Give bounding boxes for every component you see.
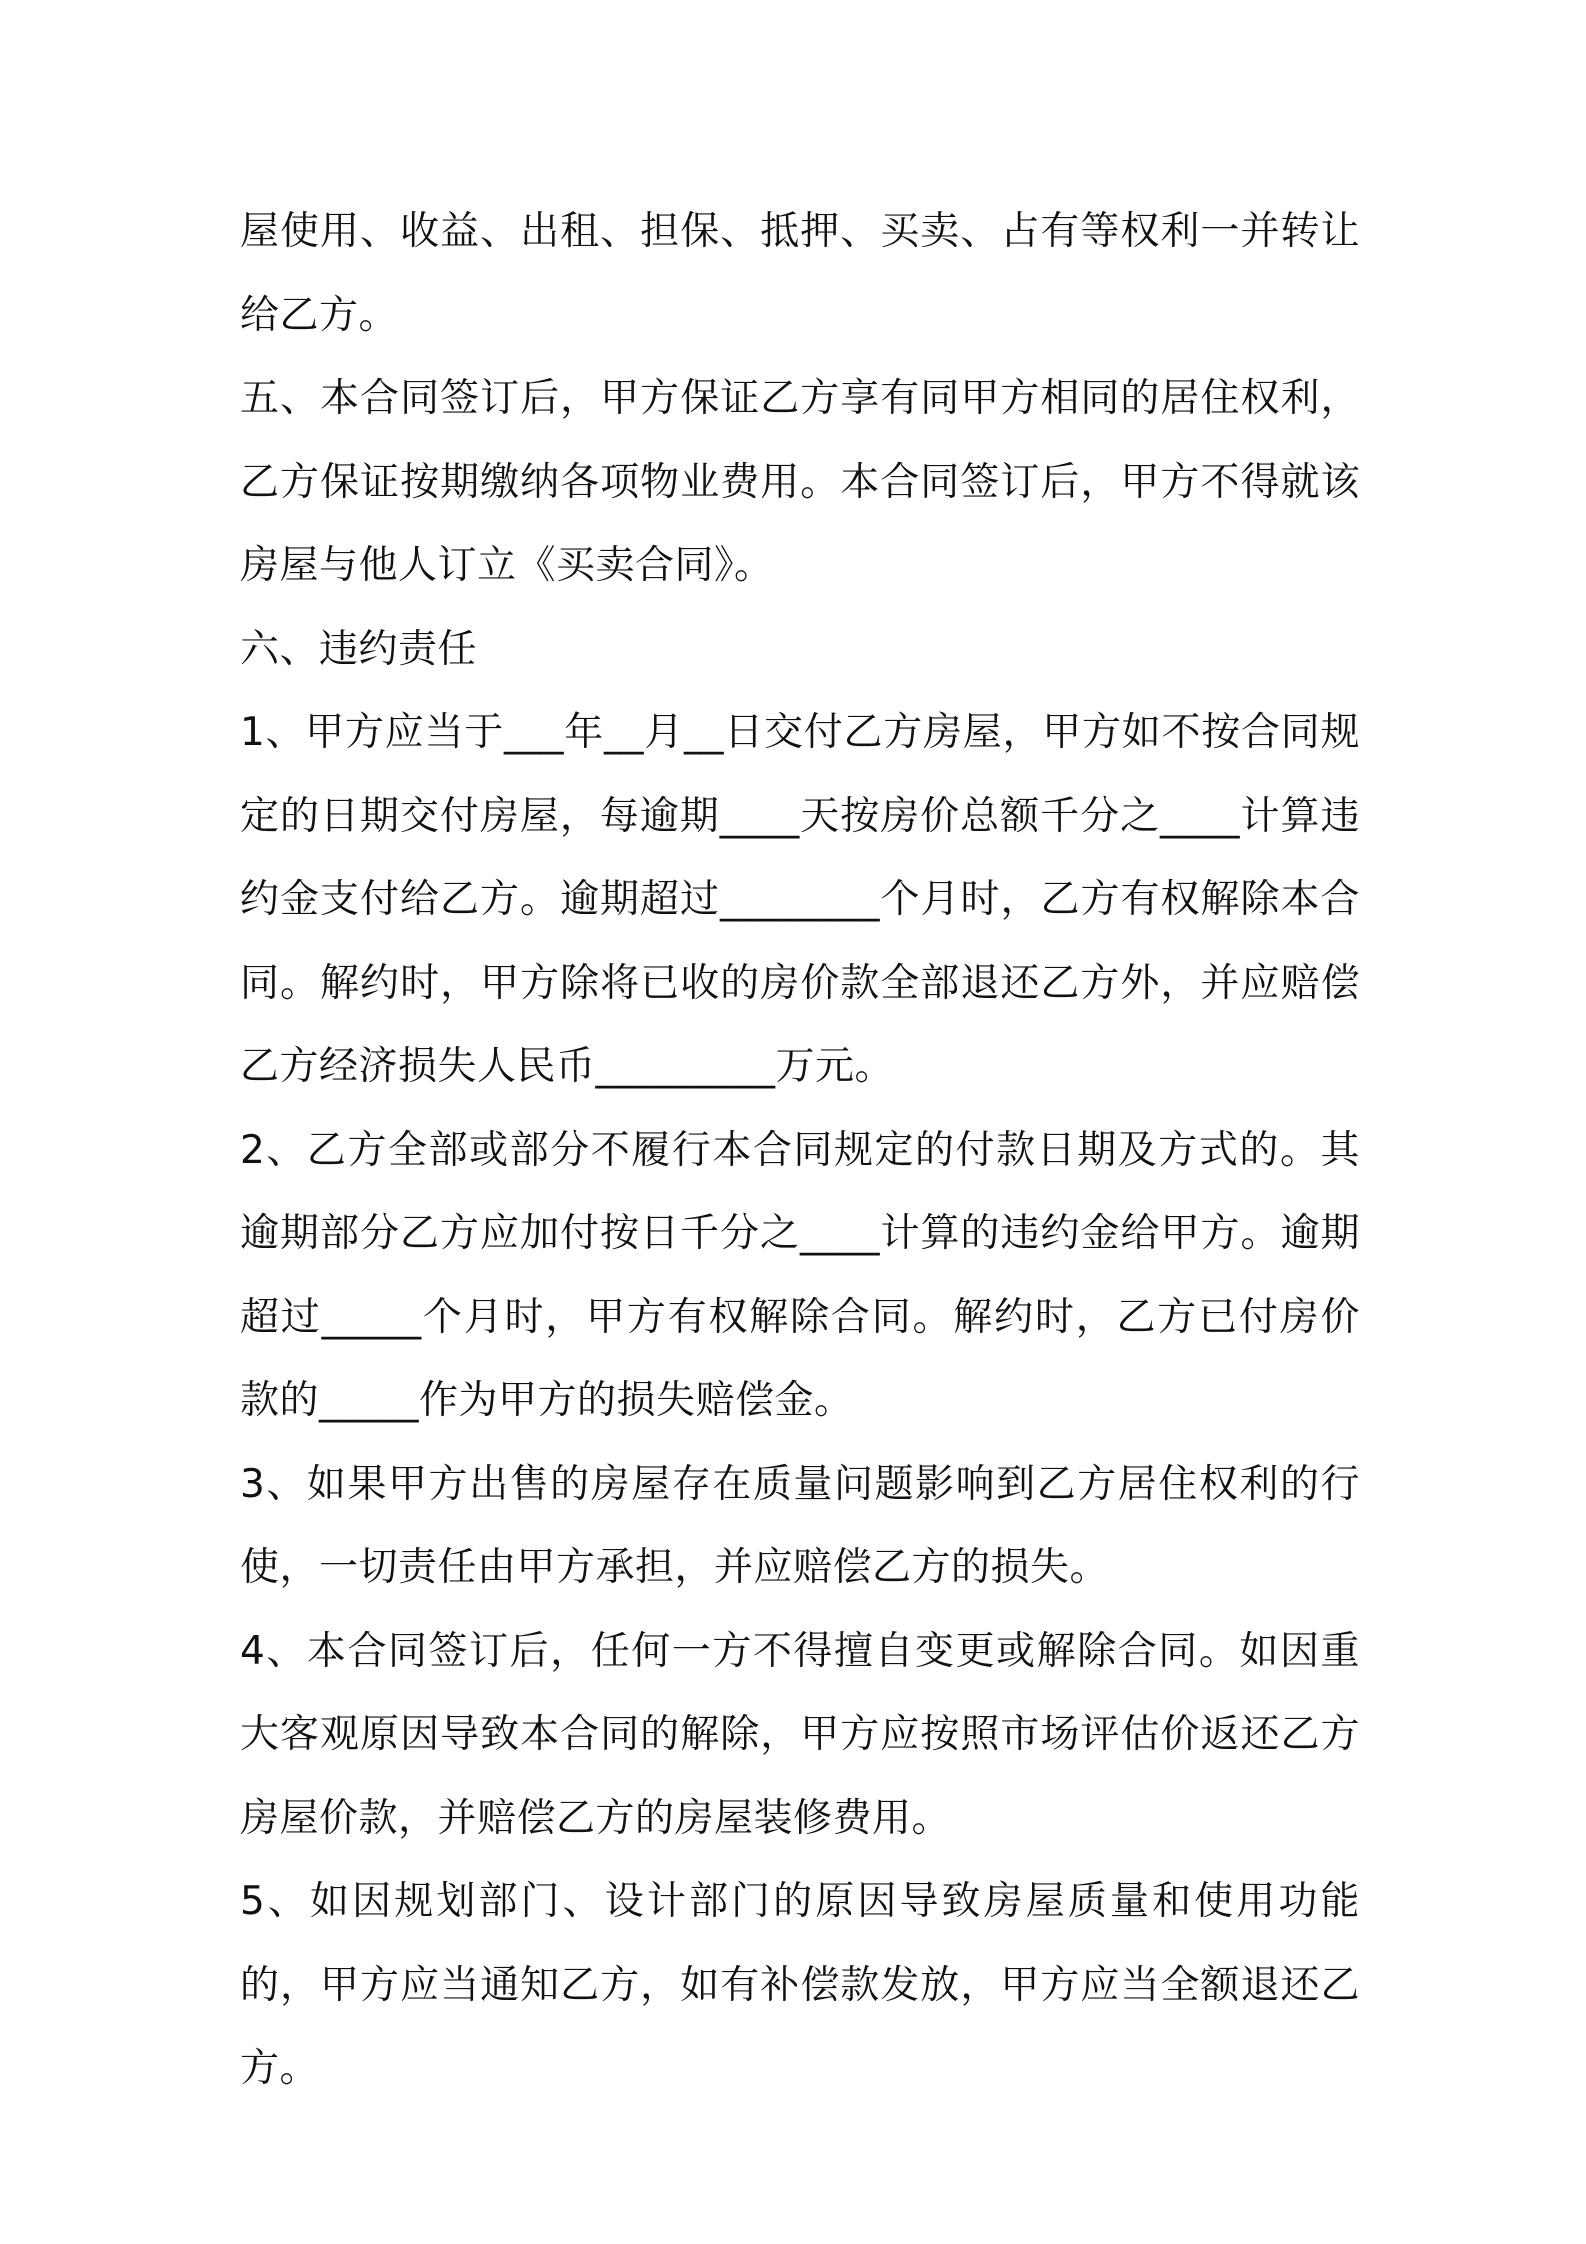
paragraph-heading-breach: 六、违约责任: [240, 626, 478, 672]
paragraph-breach-item-5: 5、如因规划部门、设计部门的原因导致房屋质量和使用功能的，甲方应当通知乙方，如有补偿款发放，甲方应当全额退还乙方。: [240, 1879, 1360, 2091]
paragraph-clause-5: 五、本合同签订后，甲方保证乙方享有同甲方相同的居住权利，乙方保证按期缴纳各项物业费用。本合同签订后，甲方不得就该房屋与他人订立《买卖合同》。: [240, 376, 1360, 588]
paragraph-breach-item-4: 4、本合同签订后，任何一方不得擅自变更或解除合同。如因重大客观原因导致本合同的解除，甲方应按照市场评估价返还乙方房屋价款，并赔偿乙方的房屋装修费用。: [240, 1628, 1360, 1841]
paragraph-transfer-rights: 屋使用、收益、出租、担保、抵押、买卖、占有等权利一并转让给乙方。: [240, 209, 1360, 338]
paragraph-breach-item-2: 2、乙方全部或部分不履行本合同规定的付款日期及方式的。其逾期部分乙方应加付按日千分之____计算的违约金给甲方。逾期超过_____个月时，甲方有权解除合同。解约时，乙方已付房价款的_____作为甲方的损失赔偿金。: [240, 1127, 1360, 1423]
paragraph-breach-item-3: 3、如果甲方出售的房屋存在质量问题影响到乙方居住权利的行使，一切责任由甲方承担，并应赔偿乙方的损失。: [240, 1461, 1360, 1590]
document-body: [240, 190, 1360, 2111]
paragraph-breach-item-1: 1、甲方应当于___年__月__日交付乙方房屋，甲方如不按合同规定的日期交付房屋，每逾期____天按房价总额千分之____计算违约金支付给乙方。逾期超过________个月时，乙方有权解除本合同。解约时，甲方除将已收的房价款全部退还乙方外，并应赔偿乙方经济损失人民币_________万元。: [240, 710, 1360, 1089]
